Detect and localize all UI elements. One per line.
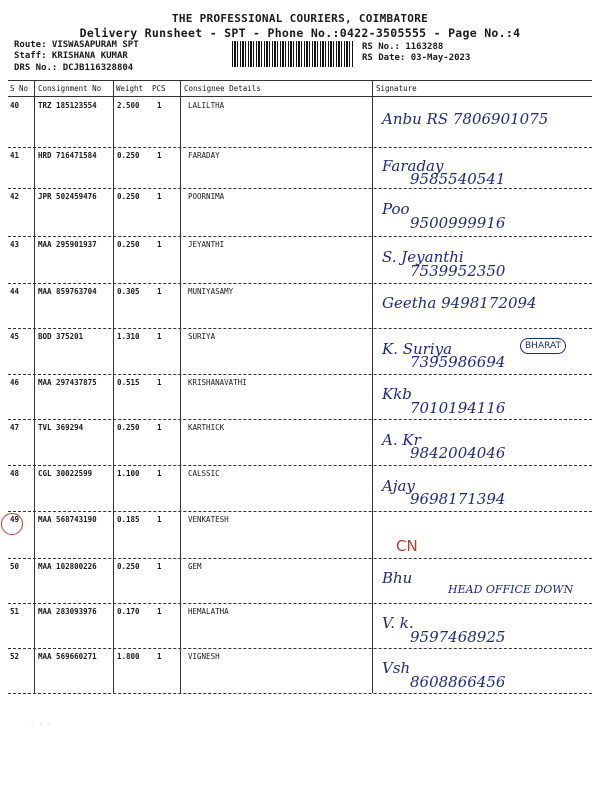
row-sno: 48 xyxy=(10,469,20,478)
row-separator xyxy=(8,693,592,694)
row-signature-phone: HEAD OFFICE DOWN xyxy=(448,582,574,596)
row-separator xyxy=(8,328,592,329)
row-weight: 0.250 xyxy=(117,240,140,249)
row-pcs: 1 xyxy=(157,652,162,661)
row-consignee: JEYANTHI xyxy=(188,240,225,249)
header-sno: S No xyxy=(10,84,29,93)
row-sno: 52 xyxy=(10,652,20,661)
row-consignee: HEMALATHA xyxy=(188,607,229,616)
row-sno: 40 xyxy=(10,101,20,110)
row-signature: Bhu xyxy=(382,569,413,588)
row-weight: 0.250 xyxy=(117,151,140,160)
row-signature: S. Jeyanthi xyxy=(382,247,464,266)
row-signature: Poo xyxy=(382,200,410,218)
row-weight: 1.310 xyxy=(117,332,140,341)
row-pcs: 1 xyxy=(157,423,162,432)
row-consignee: MUNIYASAMY xyxy=(188,287,234,296)
row-signature: A. Kr xyxy=(382,430,421,449)
row-pcs: 1 xyxy=(157,332,162,341)
row-separator xyxy=(8,188,592,189)
row-consignment: HRD 716471584 xyxy=(38,151,97,160)
row-signature: Anbu RS 7806901075 xyxy=(382,109,549,128)
rs-number: RS No.: 1163288 xyxy=(362,42,444,52)
column-divider xyxy=(180,80,181,693)
row-signature-phone: 9585540541 xyxy=(410,169,506,188)
row-signature-phone: 9597468925 xyxy=(410,627,506,646)
row-weight: 0.250 xyxy=(117,562,140,571)
row-consignee: POORNIMA xyxy=(188,192,225,201)
row-consignee: KARTHICK xyxy=(188,423,225,432)
row-sno: 46 xyxy=(10,378,20,387)
row-signature: K. Suriya xyxy=(382,339,453,358)
circle-mark xyxy=(1,513,23,535)
row-weight: 0.250 xyxy=(117,192,140,201)
column-divider xyxy=(34,80,35,693)
row-weight: 1.800 xyxy=(117,652,140,661)
row-consignee: FARADAY xyxy=(188,151,220,160)
row-consignee: SURIYA xyxy=(188,332,216,341)
cn-mark: CN xyxy=(396,537,418,555)
row-weight: 2.500 xyxy=(117,101,140,110)
row-weight: 1.100 xyxy=(117,469,140,478)
row-consignee: KRISHANAVATHI xyxy=(188,378,247,387)
route-label: Route: VISWASAPURAM SPT xyxy=(14,40,139,50)
row-consignment: TVL 369294 xyxy=(38,423,84,432)
row-consignment: CGL 30022599 xyxy=(38,469,93,478)
row-consignment: MAA 283093976 xyxy=(38,607,97,616)
row-consignee: LALILTHA xyxy=(188,101,225,110)
row-sno: 43 xyxy=(10,240,20,249)
row-signature: V. k. xyxy=(382,614,414,633)
row-separator xyxy=(8,648,592,649)
rs-date: RS Date: 03-May-2023 xyxy=(362,53,471,63)
row-signature-phone: 8608866456 xyxy=(410,672,506,691)
row-consignment: TRZ 185123554 xyxy=(38,101,97,110)
row-pcs: 1 xyxy=(157,562,162,571)
row-weight: 0.515 xyxy=(117,378,140,387)
row-consignment: MAA 295901937 xyxy=(38,240,97,249)
row-consignee: GEM xyxy=(188,562,202,571)
row-weight: 0.185 xyxy=(117,515,140,524)
column-divider xyxy=(113,80,114,693)
table-top-border xyxy=(8,80,592,81)
row-consignee: CALSSIC xyxy=(188,469,220,478)
row-signature-phone: 9500999916 xyxy=(410,214,506,233)
row-signature: Kkb xyxy=(382,385,412,404)
row-sno: 44 xyxy=(10,287,20,296)
faded-ink: · · · xyxy=(30,720,52,728)
drs-number: DRS No.: DCJB116328804 xyxy=(14,63,134,73)
row-consignee: VIGNESH xyxy=(188,652,220,661)
row-pcs: 1 xyxy=(157,287,162,296)
row-consignment: BOD 375201 xyxy=(38,332,84,341)
row-consignment: MAA 859763704 xyxy=(38,287,97,296)
header-signature: Signature xyxy=(376,84,417,93)
row-signature-phone: 9842004046 xyxy=(410,444,506,463)
row-consignment: JPR 502459476 xyxy=(38,192,97,201)
row-pcs: 1 xyxy=(157,101,162,110)
stamp-bharat: BHARAT xyxy=(520,338,566,354)
row-weight: 0.250 xyxy=(117,423,140,432)
row-weight: 0.305 xyxy=(117,287,140,296)
row-separator xyxy=(8,419,592,420)
row-separator xyxy=(8,283,592,284)
row-sno: 49 xyxy=(10,515,20,524)
row-signature-phone: 9698171394 xyxy=(410,490,506,509)
barcode-image xyxy=(232,41,354,67)
row-consignment: MAA 102800226 xyxy=(38,562,97,571)
row-signature: Faraday xyxy=(382,157,444,176)
header-weight: Weight xyxy=(116,84,144,93)
row-separator xyxy=(8,603,592,604)
runsheet-title: Delivery Runsheet - SPT - Phone No.:0422-3505555 - Page No.:4 xyxy=(79,26,521,40)
row-sno: 42 xyxy=(10,192,20,201)
column-divider xyxy=(372,80,373,693)
row-sno: 45 xyxy=(10,332,20,341)
row-separator xyxy=(8,236,592,237)
row-consignment: MAA 569660271 xyxy=(38,652,97,661)
row-pcs: 1 xyxy=(157,192,162,201)
row-separator xyxy=(8,511,592,512)
staff-label: Staff: KRISHANA KUMAR xyxy=(14,51,128,61)
row-separator xyxy=(8,374,592,375)
header-pcs: PCS xyxy=(152,84,166,93)
row-signature: Geetha 9498172094 xyxy=(382,294,537,313)
row-consignment: MAA 297437875 xyxy=(38,378,97,387)
header-consignee: Consignee Details xyxy=(184,84,261,93)
row-signature-phone: 7395986694 xyxy=(410,353,506,372)
row-pcs: 1 xyxy=(157,469,162,478)
row-consignment: MAA 568743190 xyxy=(38,515,97,524)
row-signature-phone: 7010194116 xyxy=(410,398,506,417)
row-separator xyxy=(8,147,592,148)
row-separator xyxy=(8,558,592,559)
row-weight: 0.170 xyxy=(117,607,140,616)
row-signature: Ajay xyxy=(382,476,415,495)
row-signature-phone: 7539952350 xyxy=(410,261,506,280)
row-sno: 50 xyxy=(10,562,20,571)
row-pcs: 1 xyxy=(157,240,162,249)
row-separator xyxy=(8,465,592,466)
row-consignee: VENKATESH xyxy=(188,515,229,524)
row-pcs: 1 xyxy=(157,607,162,616)
row-sno: 47 xyxy=(10,423,20,432)
row-pcs: 1 xyxy=(157,151,162,160)
row-pcs: 1 xyxy=(157,515,162,524)
header-consignment: Consignment No xyxy=(38,84,102,93)
company-title: THE PROFESSIONAL COURIERS, COIMBATORE xyxy=(171,12,429,25)
table-header-border xyxy=(8,96,592,97)
row-signature: Vsh xyxy=(382,659,411,678)
row-pcs: 1 xyxy=(157,378,162,387)
row-sno: 51 xyxy=(10,607,20,616)
row-sno: 41 xyxy=(10,151,20,160)
